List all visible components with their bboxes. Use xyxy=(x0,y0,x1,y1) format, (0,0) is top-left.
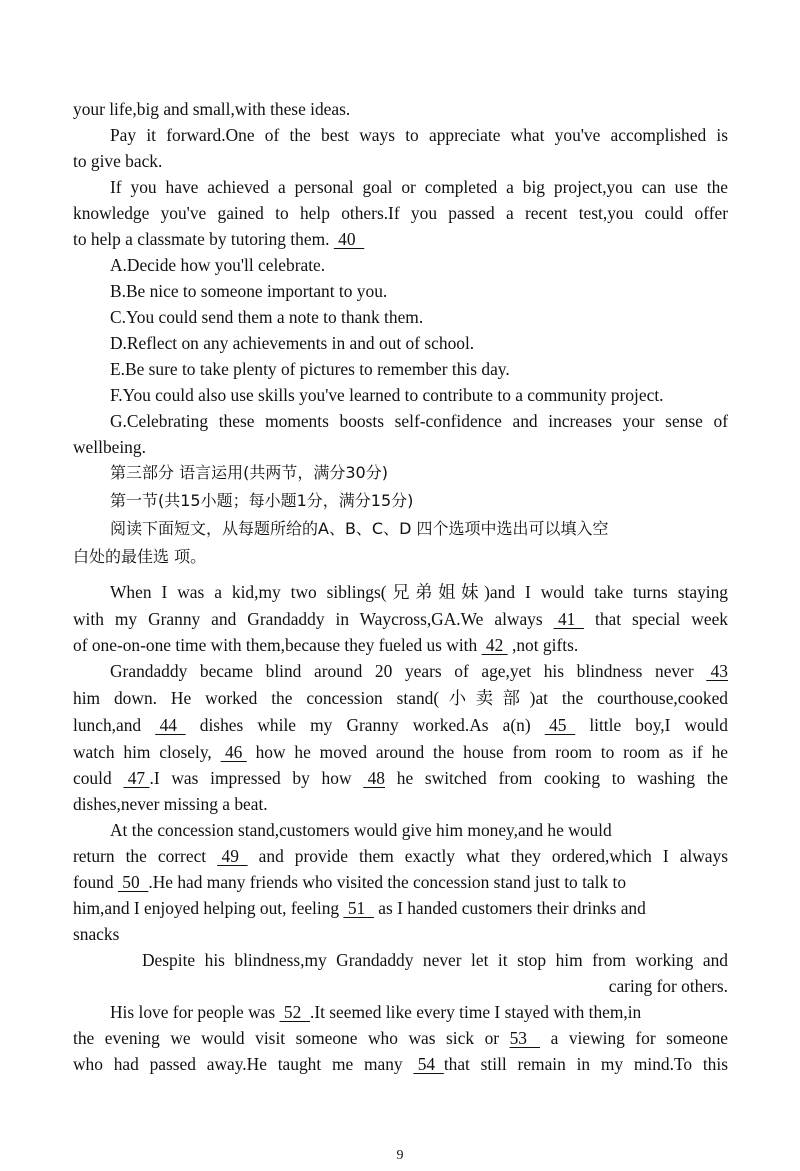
option-a xyxy=(110,254,728,276)
line-text: .It seemed like every time I stayed with them,in xyxy=(309,1002,642,1022)
line-text: your life,big and small,with these ideas. xyxy=(73,99,351,119)
blank-53: 53 xyxy=(509,1028,541,1048)
text-line xyxy=(73,634,728,656)
line-text: .He had many friends who visited the concession stand just to talk to xyxy=(148,872,627,892)
line-text: snacks xyxy=(73,924,120,944)
option-text: B.Be nice to someone important to you. xyxy=(110,281,388,301)
quote-line xyxy=(73,975,728,997)
line-text: with my Granny and Grandaddy in Waycross,GA.We always xyxy=(73,609,554,629)
blank-50: 50 xyxy=(117,872,149,892)
option-text: wellbeing. xyxy=(73,437,146,457)
line-text: His love for people was xyxy=(110,1002,280,1022)
text-line xyxy=(110,660,728,682)
line-text: little boy,I would xyxy=(575,715,728,735)
line-text: Pay it forward.One of the best ways to appreciate what you've accomplished is xyxy=(110,125,728,145)
quote-text: caring for others. xyxy=(608,976,728,996)
option-f xyxy=(110,384,728,406)
text-line xyxy=(73,1053,728,1075)
blank-45: 45 xyxy=(544,715,576,735)
line-text: could xyxy=(73,768,124,788)
line-text: him,and I enjoyed helping out, feeling xyxy=(73,898,344,918)
text-line xyxy=(110,1001,728,1023)
blank-41: 41 xyxy=(553,609,585,629)
line-text: dishes,never missing a beat. xyxy=(73,794,268,814)
option-text: G.Celebrating these moments boosts self-confidence and increases your sense of xyxy=(110,411,728,431)
blank-52: 52 xyxy=(279,1002,310,1022)
quote-line xyxy=(142,949,728,971)
text-line xyxy=(73,871,728,893)
text-line xyxy=(110,819,728,841)
text-line xyxy=(73,897,728,919)
blank-47: 47 xyxy=(123,768,150,788)
option-text: E.Be sure to take plenty of pictures to remember this day. xyxy=(110,359,510,379)
line-text: knowledge you've gained to help others.If you passed a recent test,you could offer xyxy=(73,203,728,223)
heading-text: 第一节(共15小题；每小题1分，满分15分) xyxy=(110,491,414,510)
option-text: D.Reflect on any achievements in and out of school. xyxy=(110,333,475,353)
option-c xyxy=(110,306,728,328)
instruction-text: 白处的最佳选 项。 xyxy=(73,547,207,566)
line-text: When I was a kid,my two siblings(兄弟姐妹)and I would take turns staying xyxy=(110,582,728,602)
line-text: ,not gifts. xyxy=(507,635,579,655)
heading-text: 第三部分 语言运用(共两节，满分30分) xyxy=(110,463,388,482)
line-text: watch him closely, xyxy=(73,742,221,762)
option-text: F.You could also use skills you've learned to contribute to a community project. xyxy=(110,385,664,405)
line-text: that still remain in my mind.To this xyxy=(443,1054,728,1074)
blank-51: 51 xyxy=(343,898,374,918)
text-line xyxy=(73,150,728,172)
option-g xyxy=(110,410,728,432)
line-text: to help a classmate by tutoring them. xyxy=(73,229,330,249)
line-text: to give back. xyxy=(73,151,163,171)
line-text: and provide them exactly what they ordered,which I always xyxy=(247,846,728,866)
section-heading xyxy=(110,462,728,484)
text-line xyxy=(73,923,728,945)
text-line xyxy=(73,687,728,709)
text-line xyxy=(73,767,728,789)
line-text: At the concession stand,customers would give him money,and he would xyxy=(110,820,612,840)
subsection-heading xyxy=(110,490,728,512)
quote-text: Despite his blindness,my Grandaddy never let it stop him from working and xyxy=(142,950,728,970)
instruction-line xyxy=(110,518,728,540)
instruction-text: 阅读下面短文，从每题所给的A、B、C、D 四个选项中选出可以填入空 xyxy=(110,519,609,538)
option-text: A.Decide how you'll celebrate. xyxy=(110,255,326,275)
text-line xyxy=(110,581,728,603)
line-text: how he moved around the house from room to room as if he xyxy=(246,742,728,762)
line-text: as I handed customers their drinks and xyxy=(373,898,646,918)
text-line xyxy=(73,1027,728,1049)
blank-44: 44 xyxy=(155,715,186,735)
blank-40: 40 xyxy=(333,229,365,249)
blank-54: 54 xyxy=(413,1054,444,1074)
text-line xyxy=(73,793,728,815)
text-line xyxy=(73,741,728,763)
option-g-cont xyxy=(73,436,728,458)
line-text: lunch,and xyxy=(73,715,156,735)
line-text: If you have achieved a personal goal or completed a big project,you can use the xyxy=(110,177,728,197)
option-e xyxy=(110,358,728,380)
line-text: of one-on-one time with them,because they fueled us with xyxy=(73,635,482,655)
option-d xyxy=(110,332,728,354)
text-line xyxy=(73,608,728,630)
text-line xyxy=(110,124,728,146)
blank-42: 42 xyxy=(481,635,508,655)
text-line xyxy=(73,202,728,224)
blank-43: 43 xyxy=(706,661,728,681)
text-line xyxy=(73,98,728,120)
blank-48: 48 xyxy=(363,768,385,788)
page-number: 9 xyxy=(396,1148,404,1163)
line-text: .I was impressed by how xyxy=(149,768,364,788)
line-text: who had passed away.He taught me many xyxy=(73,1054,414,1074)
instruction-line xyxy=(73,546,728,568)
text-line xyxy=(73,228,728,250)
option-b xyxy=(110,280,728,302)
blank-49: 49 xyxy=(217,846,248,866)
line-text: dishes while my Granny worked.As a(n) xyxy=(185,715,545,735)
line-text: he switched from cooking to washing the xyxy=(385,768,728,788)
line-text: him down. He worked the concession stand(小卖部)at the courthouse,cooked xyxy=(73,688,728,708)
line-text: that special week xyxy=(584,609,728,629)
option-text: C.You could send them a note to thank them. xyxy=(110,307,424,327)
line-text: return the correct xyxy=(73,846,218,866)
blank-46: 46 xyxy=(220,742,247,762)
text-line xyxy=(73,845,728,867)
line-text: a viewing for someone xyxy=(540,1028,728,1048)
text-line xyxy=(73,714,728,736)
line-text: found xyxy=(73,872,118,892)
line-text: Grandaddy became blind around 20 years of age,yet his blindness never xyxy=(110,661,707,681)
line-text: the evening we would visit someone who was sick or xyxy=(73,1028,510,1048)
text-line xyxy=(110,176,728,198)
